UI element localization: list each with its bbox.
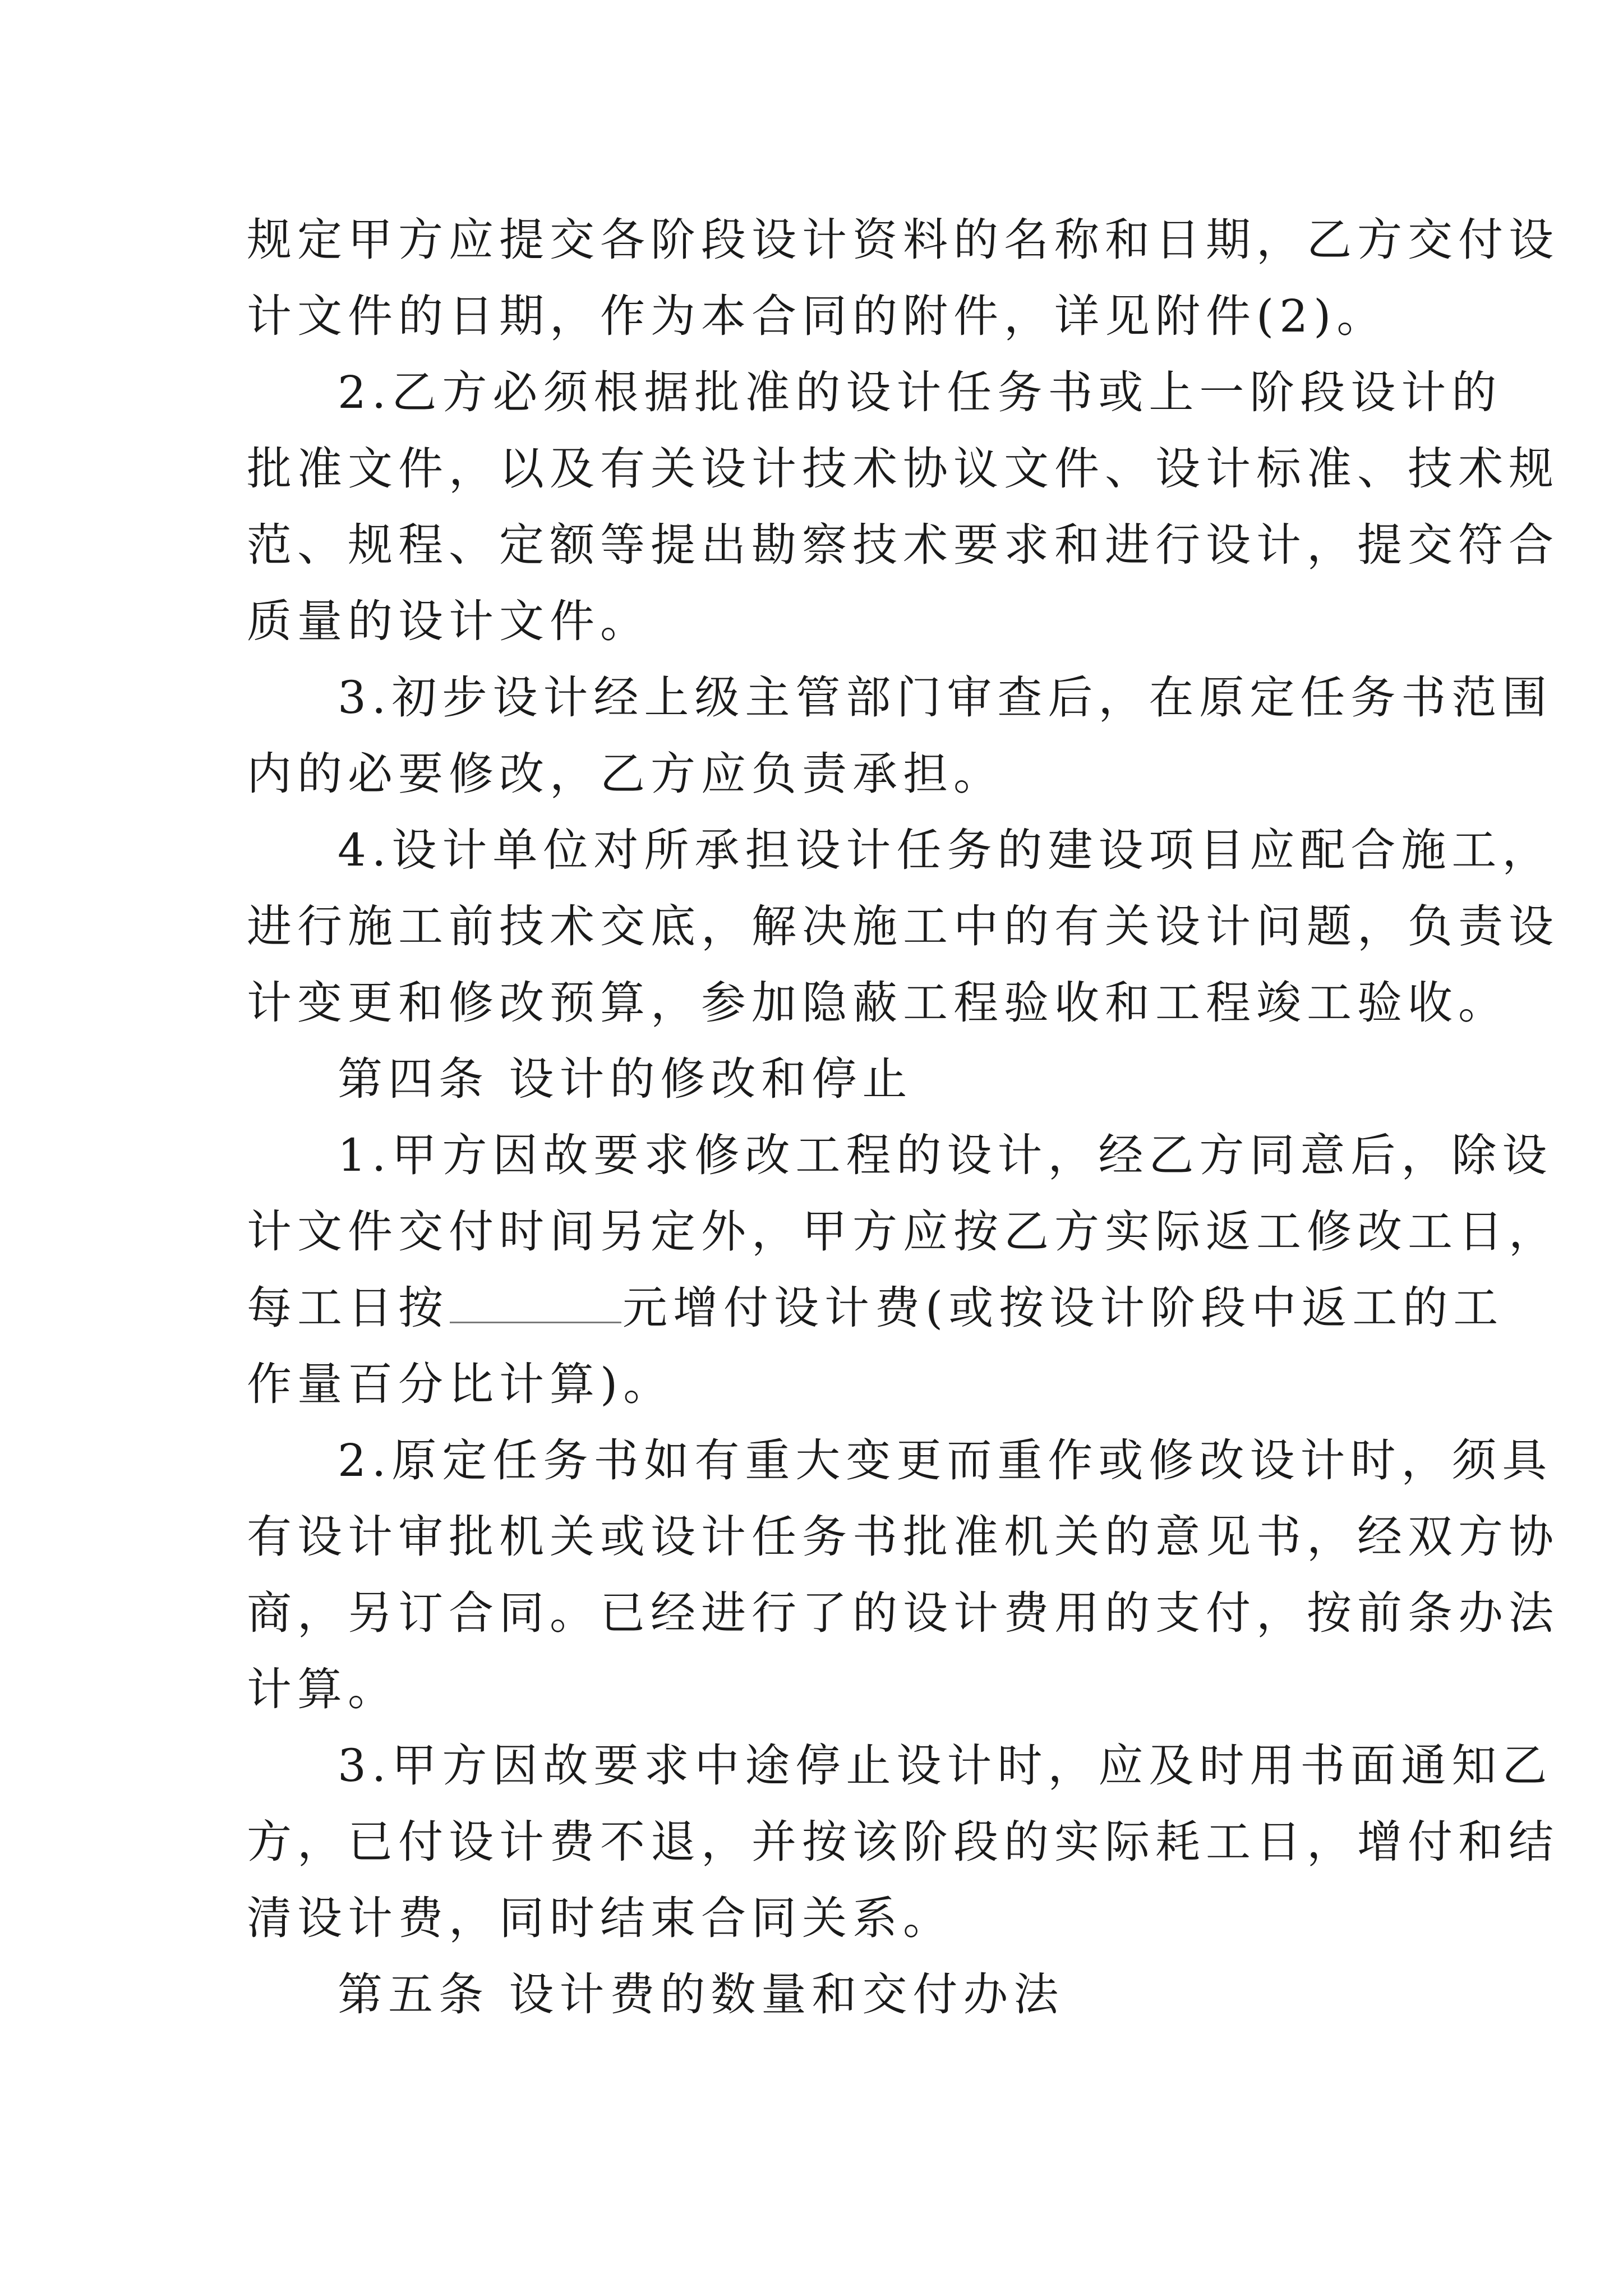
- paragraph-line: 质量的设计文件。: [247, 595, 651, 647]
- paragraph-line: 有设计审批机关或设计任务书批准机关的意见书，经双方协: [247, 1511, 1559, 1563]
- paragraph-line: 2.原定任务书如有重大变更而重作或修改设计时，须具: [338, 1434, 1553, 1487]
- paragraph-line: 计文件的日期，作为本合同的附件，详见附件(2)。: [247, 290, 1387, 342]
- paragraph-line: [247, 1280, 1504, 1336]
- fill-in-blank[interactable]: [450, 1282, 621, 1323]
- paragraph-line: 规定甲方应提交各阶段设计资料的名称和日期，乙方交付设: [247, 214, 1559, 266]
- paragraph-line: 清设计费，同时结束合同关系。: [247, 1892, 953, 1944]
- paragraph-line: 方，已付设计费不退，并按该阶段的实际耗工日，增付和结: [247, 1816, 1559, 1868]
- paragraph-line: 内的必要修改，乙方应负责承担。: [247, 748, 1004, 800]
- paragraph-line: 3.甲方因故要求中途停止设计时，应及时用书面通知乙: [338, 1740, 1553, 1792]
- paragraph-line: 批准文件，以及有关设计技术协议文件、设计标准、技术规: [247, 443, 1559, 495]
- paragraph-line: 范、规程、定额等提出勘察技术要求和进行设计，提交符合: [247, 519, 1559, 571]
- article-heading: 第五条 设计费的数量和交付办法: [338, 1968, 1064, 2021]
- paragraph-line: 进行施工前技术交底，解决施工中的有关设计问题，负责设: [247, 900, 1559, 953]
- line-segment: 每工日按: [247, 1282, 449, 1334]
- paragraph-line: 作量百分比计算)。: [247, 1358, 674, 1410]
- line-segment: 元增付设计费(或按设计阶段中返工的工: [623, 1282, 1504, 1334]
- paragraph-line: 2.乙方必须根据批准的设计任务书或上一阶段设计的: [338, 366, 1502, 418]
- article-heading: 第四条 设计的修改和停止: [338, 1053, 913, 1105]
- paragraph-line: 计文件交付时间另定外，甲方应按乙方实际返工修改工日，: [247, 1205, 1559, 1258]
- paragraph-line: 4.设计单位对所承担设计任务的建设项目应配合施工，: [338, 824, 1553, 876]
- paragraph-line: 1.甲方因故要求修改工程的设计，经乙方同意后，除设: [338, 1129, 1553, 1181]
- paragraph-line: 商，另订合同。已经进行了的设计费用的支付，按前条办法: [247, 1587, 1559, 1639]
- paragraph-line: 计变更和修改预算，参加隐蔽工程验收和工程竣工验收。: [247, 977, 1509, 1029]
- paragraph-line: 计算。: [247, 1663, 398, 1715]
- paragraph-line: 3.初步设计经上级主管部门审查后，在原定任务书范围: [338, 671, 1553, 724]
